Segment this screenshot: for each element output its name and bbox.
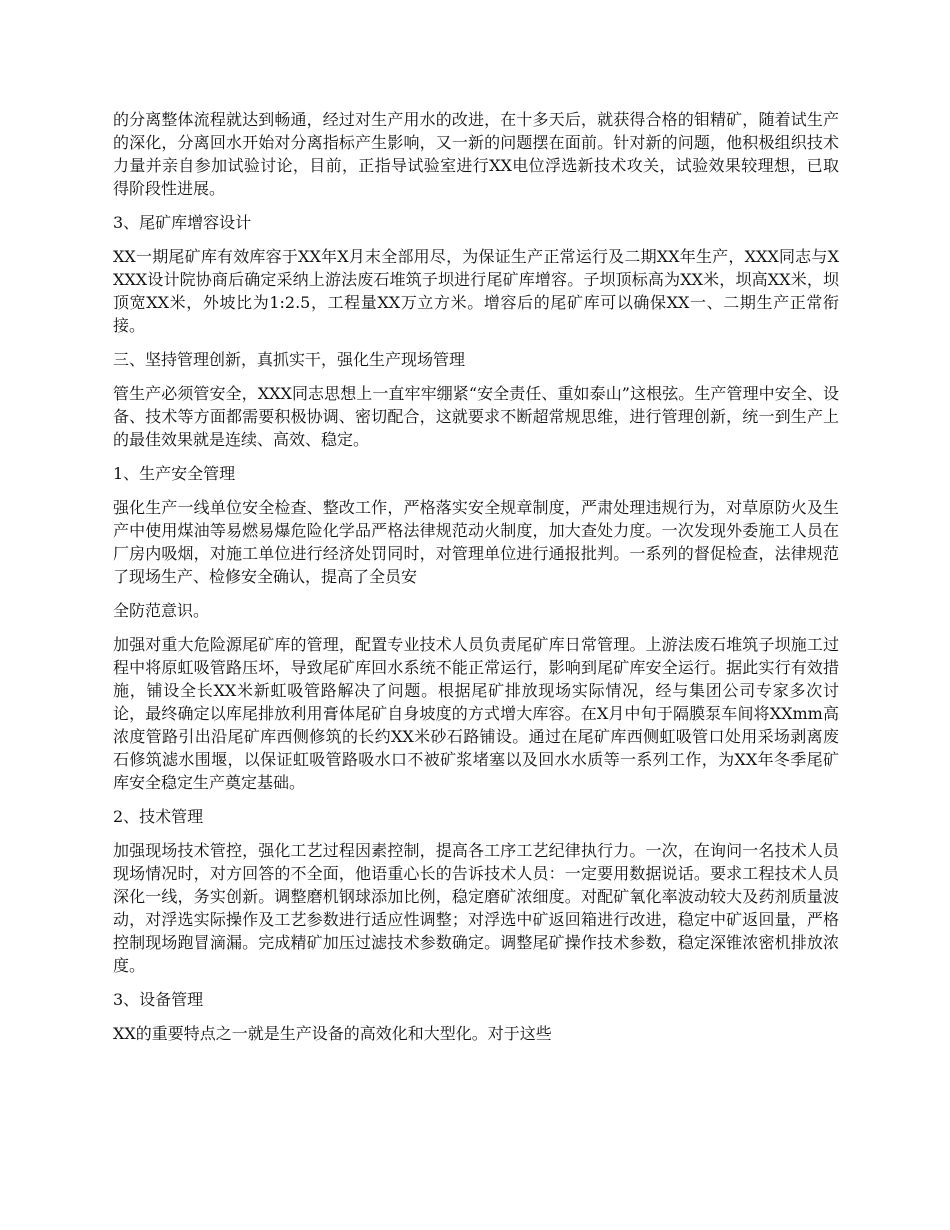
paragraph-technical-management: 加强现场技术管控，强化工艺过程因素控制，提高各工序工艺纪律执行力。一次，在询问一名技术人员现场情况时，对方回答的不全面，他语重心长的告诉技术人员：一定要用数据说话。要求工程技术人员深化一线，务实创新。调整磨机钢球添加比例，稳定磨矿浓细度。对配矿氧化率波动较大及药剂质量波动，对浮选实际操作及工艺参数进行适应性调整；对浮选中矿返回箱进行改进，稳定中矿返回量，严格控制现场跑冒滴漏。完成精矿加压过滤技术参数确定。调整尾矿操作技术参数，稳定深锥浓密机排放浓度。 — [113, 841, 839, 975]
document-page — [113, 108, 839, 1056]
paragraph-tailings-expansion: XX一期尾矿库有效库容于XX年X月末全部用尽，为保证生产正常运行及二期XX年生产，XXX同志与XXXX设计院协商后确定采纳上游法废石堆筑子坝进行尾矿库增容。子坝顶标高为XX米，坝高XX米，坝顶宽XX米，外坡比为1:2.5，工程量XX万立方米。增容后的尾矿库可以确保XX一、二期生产正常衔接。 — [113, 247, 839, 335]
heading-technical-management: 2、技术管理 — [113, 807, 204, 826]
heading-tailings-expansion: 3、尾矿库增容设计 — [113, 213, 252, 232]
heading-management-innovation: 三、坚持管理创新，真抓实干，强化生产现场管理 — [113, 350, 466, 369]
paragraph-safety-awareness: 全防范意识。 — [113, 601, 210, 620]
paragraph-safety-management: 强化生产一线单位安全检查、整改工作，严格落实安全规章制度，严肃处理违规行为，对草原防火及生产中使用煤油等易燃易爆危险化学品严格法律规范动火制度，加大查处力度。一次发现外委施工人员在厂房内吸烟，对施工单位进行经济处罚同时，对管理单位进行通报批判。一系列的督促检查，法律规范了现场生产、检修安全确认，提高了全员安 — [113, 498, 839, 586]
paragraph-equipment-management: XX的重要特点之一就是生产设备的高效化和大型化。对于这些 — [113, 1024, 552, 1043]
heading-equipment-management: 3、设备管理 — [113, 990, 204, 1009]
paragraph-flotation-progress: 的分离整体流程就达到畅通，经过对生产用水的改进，在十多天后，就获得合格的钼精矿，随着试生产的深化，分离回水开始对分离指标产生影响，又一新的问题摆在面前。针对新的问题，他积极组织技术力量并亲自参加试验讨论，目前，正指导试验室进行XX电位浮选新技术攻关，试验效果较理想，已取得阶段性进展。 — [113, 110, 839, 198]
paragraph-management-innovation: 管生产必须管安全，XXX同志思想上一直牢牢绷紧“安全责任、重如泰山”这根弦。生产管理中安全、设备、技术等方面都需要积极协调、密切配合，这就要求不断超常规思维，进行管理创新，统一到生产上的最佳效果就是连续、高效、稳定。 — [113, 384, 839, 449]
paragraph-tailings-hazard: 加强对重大危险源尾矿库的管理，配置专业技术人员负责尾矿库日常管理。上游法废石堆筑子坝施工过程中将原虹吸管路压坏，导致尾矿库回水系统不能正常运行，影响到尾矿库安全运行。据此实行有效措施，铺设全长XX米新虹吸管路解决了问题。根据尾矿排放现场实际情况，经与集团公司专家多次讨论，最终确定以库尾排放利用膏体尾矿自身坡度的方式增大库容。在X月中旬于隔膜泵车间将XXmm高浓度管路引出沿尾矿库西侧修筑的长约XX米砂石路铺设。通过在尾矿库西侧虹吸管口处用采场剥离废石修筑滤水围堰，以保证虹吸管路吸水口不被矿浆堵塞以及回水水质等一系列工作，为XX年冬季尾矿库安全稳定生产奠定基础。 — [113, 635, 839, 792]
heading-safety-management: 1、生产安全管理 — [113, 464, 236, 483]
